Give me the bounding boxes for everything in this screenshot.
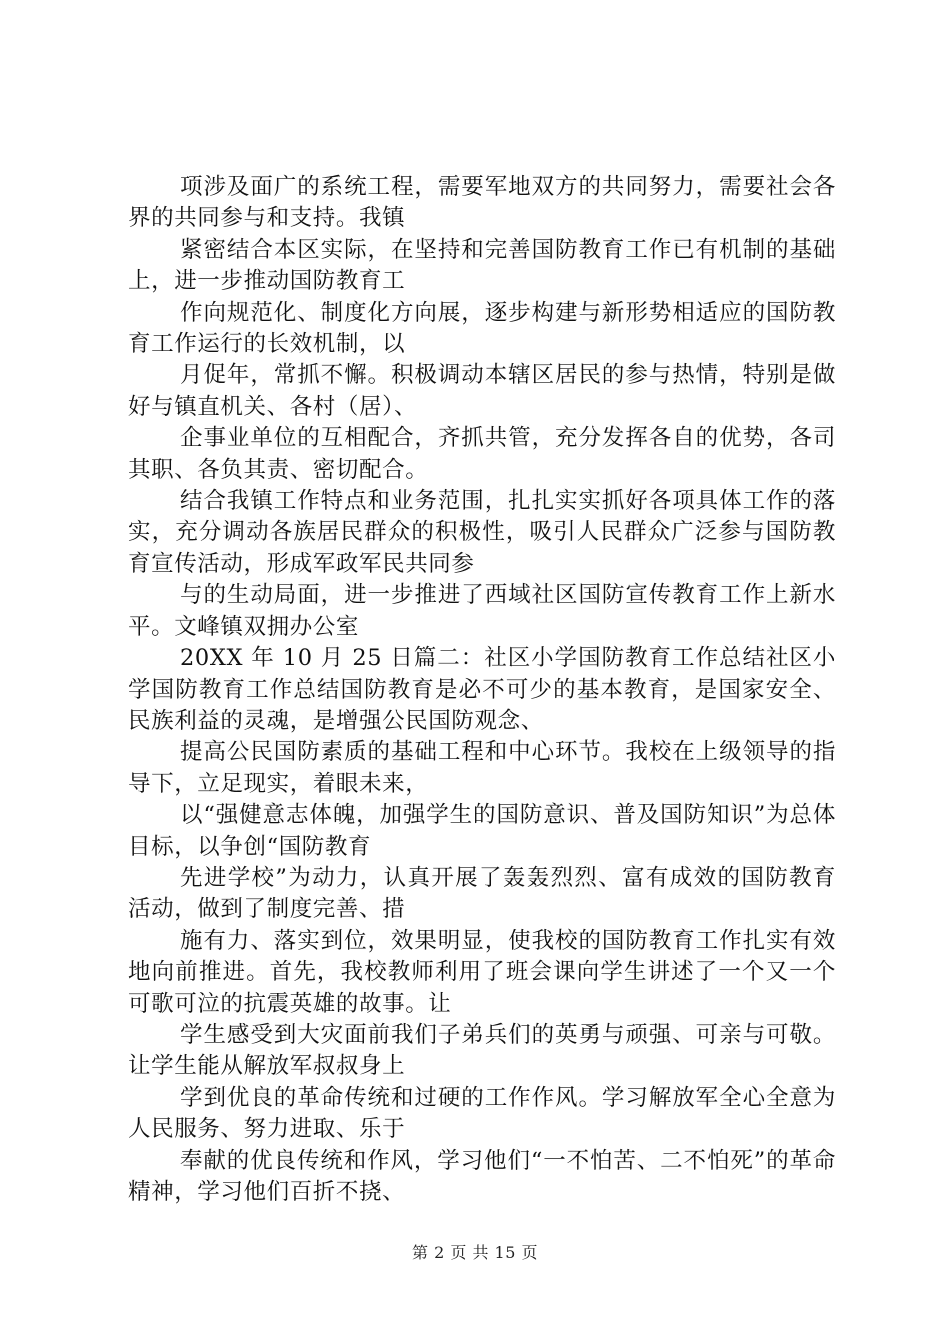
paragraph: 学到优良的革命传统和过硬的工作作风。学习解放军全心全意为人民服务、努力进取、乐于	[128, 1084, 836, 1143]
paragraph: 20XX 年 10 月 25 日篇二：社区小学国防教育工作总结社区小学国防教育工作总结国防教育是必不可少的基本教育，是国家安全、民族利益的灵魂，是增强公民国防观念、	[128, 645, 836, 734]
page-number-footer: 第 2 页 共 15 页	[412, 1243, 538, 1262]
paragraph: 企事业单位的互相配合，齐抓共管，充分发挥各自的优势，各司其职、各负其责、密切配合。	[128, 425, 836, 483]
paragraph: 奉献的优良传统和作风，学习他们“一不怕苦、二不怕死”的革命精神，学习他们百折不挠、	[128, 1147, 836, 1205]
paragraph: 月促年，常抓不懈。积极调动本辖区居民的参与热情，特别是做好与镇直机关、各村（居）、	[128, 362, 836, 420]
paragraph: 结合我镇工作特点和业务范围，扎扎实实抓好各项具体工作的落实，充分调动各族居民群众的积极性，吸引人民群众广泛参与国防教育宣传活动，形成军政军民共同参	[128, 488, 836, 577]
paragraph: 与的生动局面，进一步推进了西域社区国防宣传教育工作上新水平。文峰镇双拥办公室	[128, 582, 836, 640]
paragraph: 先进学校”为动力，认真开展了轰轰烈烈、富有成效的国防教育活动，做到了制度完善、措	[128, 864, 836, 923]
paragraph: 紧密结合本区实际，在坚持和完善国防教育工作已有机制的基础上，进一步推动国防教育工	[128, 236, 836, 295]
paragraph: 作向规范化、制度化方向展，逐步构建与新形势相适应的国防教育工作运行的长效机制，以	[128, 299, 836, 358]
paragraph: 学生感受到大灾面前我们子弟兵们的英勇与顽强、可亲与可敬。让学生能从解放军叔叔身上	[128, 1021, 836, 1080]
paragraph: 施有力、落实到位，效果明显，使我校的国防教育工作扎实有效地向前推进。首先，我校教师利用了班会课向学生讲述了一个又一个可歌可泣的抗震英雄的故事。让	[128, 927, 836, 1017]
paragraph: 以“强健意志体魄，加强学生的国防意识、普及国防知识”为总体目标，以争创“国防教育	[128, 802, 836, 860]
body-text	[128, 172, 836, 1208]
paragraph: 项涉及面广的系统工程，需要军地双方的共同努力，需要社会各界的共同参与和支持。我镇	[128, 174, 836, 232]
paragraph: 提高公民国防素质的基础工程和中心环节。我校在上级领导的指导下，立足现实，着眼未来，	[128, 739, 836, 797]
